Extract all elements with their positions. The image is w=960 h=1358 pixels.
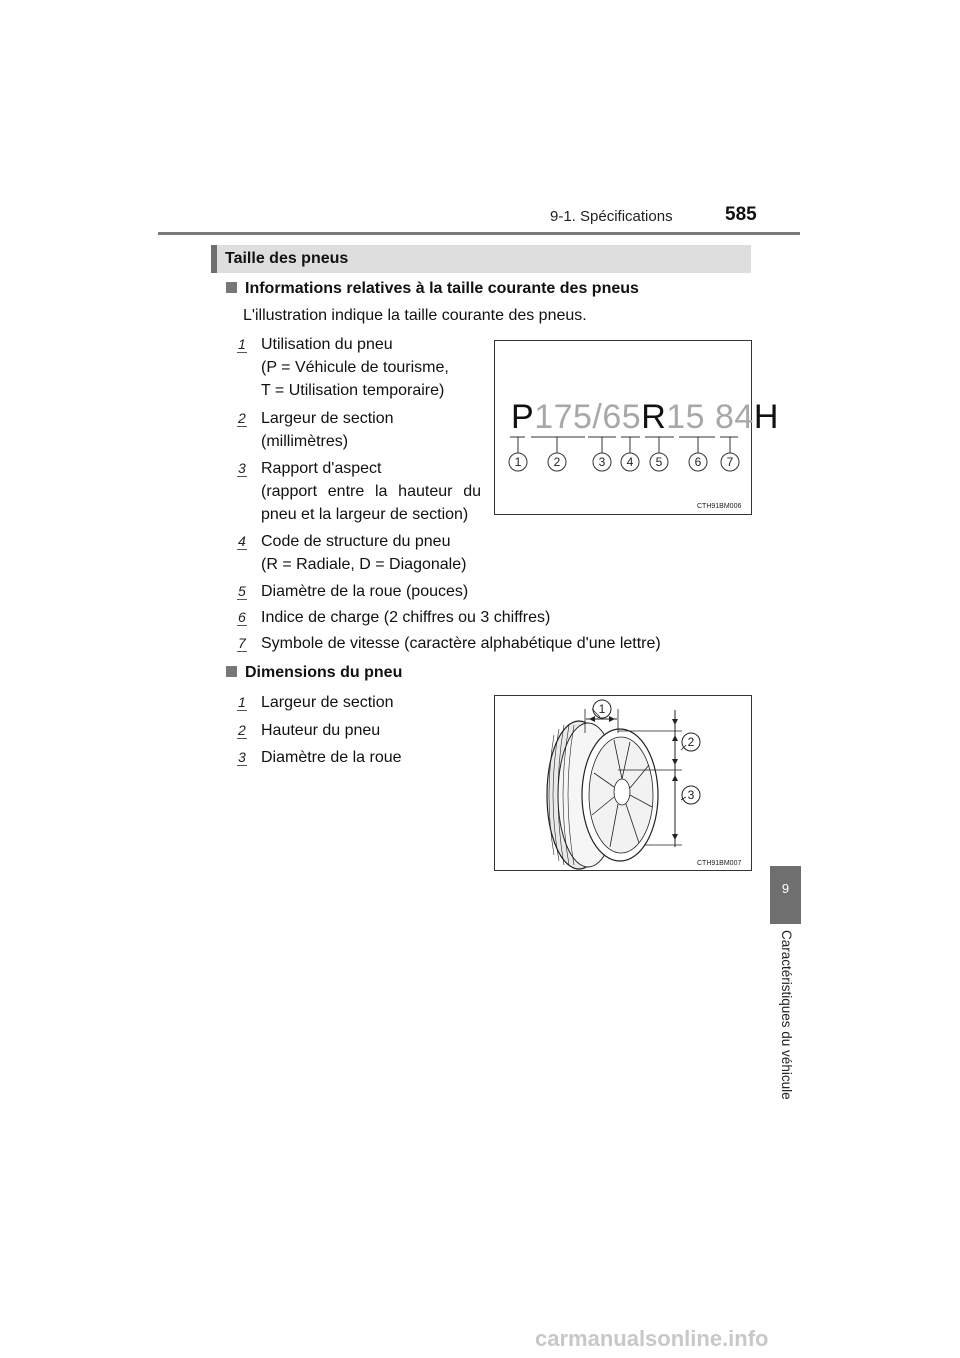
list-item: Diamètre de la roue: [261, 749, 402, 766]
callout-label: 1: [598, 702, 606, 716]
callout-label: 2: [553, 455, 561, 469]
item-number: 5: [238, 583, 246, 599]
chapter-tab: [770, 866, 801, 924]
section-title: Taille des pneus: [225, 250, 349, 267]
callout-label: 4: [626, 455, 634, 469]
item-number: 4: [238, 533, 246, 549]
figure-id: CTH91BM007: [697, 860, 742, 867]
block2-heading: [226, 664, 402, 682]
callout-label: 5: [655, 455, 663, 469]
page-number: 585: [725, 204, 757, 225]
list-item: Diamètre de la roue (pouces): [261, 583, 469, 600]
block2-heading-text: Dimensions du pneu: [245, 664, 403, 681]
item-number: 2: [238, 410, 246, 426]
callout-label: 2: [687, 735, 695, 749]
bullet-square-icon: [226, 282, 237, 293]
title-bar-stripe: [211, 245, 217, 273]
item-number: 1: [238, 694, 246, 710]
callout-label: 1: [514, 455, 522, 469]
tire-size-code: P175/65R15 84H: [511, 398, 779, 436]
watermark: carmanualsonline.info: [535, 1326, 769, 1351]
tire-code-callouts: [494, 340, 752, 515]
list-item: Utilisation du pneu (P = Véhicule de tourisme, T = Utilisation temporaire): [261, 336, 449, 399]
block1-intro: L'illustration indique la taille courante des pneus.: [243, 307, 587, 324]
item-number: 6: [238, 609, 246, 625]
figure-id: CTH91BM006: [697, 503, 742, 510]
chapter-label-text: Caractéristiques du véhicule: [779, 930, 794, 1100]
list-item: Hauteur du pneu: [261, 722, 381, 739]
block1-heading-text: Informations relatives à la taille courante des pneus: [245, 280, 639, 297]
list-item: Code de structure du pneu (R = Radiale, D = Diagonale): [261, 533, 467, 573]
callout-label: 3: [687, 788, 695, 802]
block1-heading: [226, 280, 639, 298]
bullet-square-icon: [226, 666, 237, 677]
list-item: Largeur de section (millimètres): [261, 410, 394, 450]
list-item: Rapport d'aspect (rapport entre la hauteur du pneu et la largeur de section): [261, 460, 481, 523]
list-item: Symbole de vitesse (caractère alphabétique d'une lettre): [261, 635, 661, 652]
header-section-title: 9-1. Spécifications: [550, 208, 673, 225]
chapter-tab-label: [770, 930, 801, 1120]
list-item: Largeur de section: [261, 694, 394, 711]
item-number: 1: [238, 336, 246, 352]
callout-label: 3: [598, 455, 606, 469]
chapter-number: 9: [781, 881, 790, 896]
tire-drawing: [494, 695, 752, 871]
item-number: 3: [238, 460, 246, 476]
section-title-bar: [211, 245, 751, 273]
list-item: Indice de charge (2 chiffres ou 3 chiffres): [261, 609, 551, 626]
item-number: 2: [238, 722, 246, 738]
item-number: 7: [238, 635, 246, 651]
header-divider: [158, 232, 800, 235]
callout-label: 7: [726, 455, 734, 469]
item-number: 3: [238, 749, 246, 765]
callout-label: 6: [694, 455, 702, 469]
